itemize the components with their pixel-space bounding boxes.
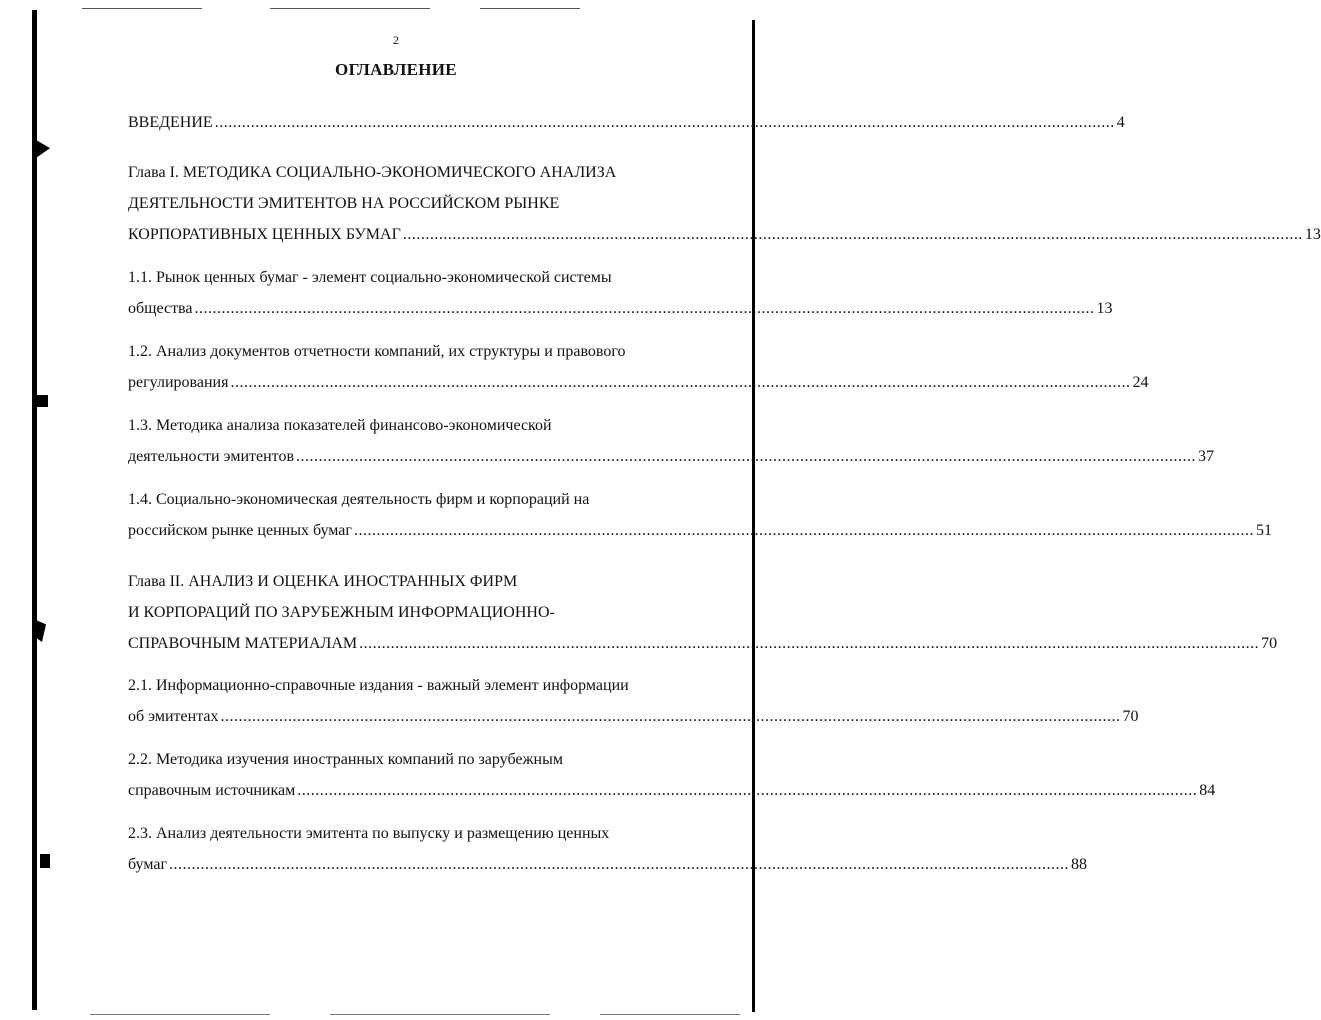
- toc-entry-title: бумаг: [128, 856, 167, 873]
- toc-page-number: 4: [1116, 114, 1125, 131]
- scan-mark: [40, 854, 50, 868]
- toc-entry-text-line: Глава I. МЕТОДИКА СОЦИАЛЬНО-ЭКОНОМИЧЕСКОГО АНАЛИЗА: [128, 164, 617, 181]
- dot-leader: ........................................................................................................................................................................................................: [297, 782, 1198, 799]
- toc-entry-text-line: 1.1. Рынок ценных бумаг - элемент социально-экономической системы: [128, 269, 612, 286]
- toc-entry-last-line: [128, 219, 1321, 250]
- toc-page-number: 24: [1132, 374, 1149, 391]
- toc-entry-text-line: 1.2. Анализ документов отчетности компаний, их структуры и правового: [128, 343, 626, 360]
- scan-edge-left: [32, 10, 37, 1010]
- toc-page-number: 37: [1198, 448, 1214, 465]
- toc-entry-last-line: [128, 849, 1087, 880]
- toc-entry[interactable]: [128, 336, 1149, 398]
- toc-entry[interactable]: [128, 107, 1125, 138]
- toc-entry-title: регулирования: [128, 374, 229, 391]
- scan-line: [480, 8, 580, 9]
- scan-mark: [36, 395, 48, 407]
- toc-page-number: 70: [1122, 708, 1139, 725]
- toc-entry-last-line: [128, 293, 1113, 324]
- dot-leader: ........................................................................................................................................................................................................: [296, 448, 1196, 465]
- toc-entry-text-line: 2.2. Методика изучения иностранных компаний по зарубежным: [128, 751, 563, 768]
- page-title: ОГЛАВЛЕНИЕ: [335, 60, 457, 79]
- scan-line: [82, 8, 202, 9]
- scan-line: [90, 1014, 270, 1015]
- dot-leader: ........................................................................................................................................................................................................: [220, 708, 1121, 725]
- page-number: 2: [393, 33, 399, 47]
- dot-leader: ........................................................................................................................................................................................................: [214, 114, 1115, 131]
- scan-line: [330, 1014, 550, 1015]
- dot-leader: ........................................................................................................................................................................................................: [353, 522, 1254, 539]
- toc-page-number: 70: [1261, 635, 1278, 652]
- toc-entry-title: российском рынке ценных бумаг: [128, 522, 352, 539]
- toc-entry[interactable]: [128, 818, 1087, 880]
- toc-entry-title: общества: [128, 300, 193, 317]
- toc-entry-title: СПРАВОЧНЫМ МАТЕРИАЛАМ: [128, 635, 358, 652]
- toc-entry-last-line: [128, 775, 1216, 806]
- scan-line: [270, 8, 430, 9]
- toc-entry-text-line: 2.3. Анализ деятельности эмитента по выпуску и размещению ценных: [128, 825, 610, 842]
- toc-entry-title: КОРПОРАТИВНЫХ ЦЕННЫХ БУМАГ: [128, 226, 401, 243]
- toc-entry[interactable]: [128, 670, 1139, 732]
- toc-page-number: 51: [1255, 522, 1272, 539]
- toc-entry-title: об эмитентах: [128, 708, 219, 725]
- toc-entry-last-line: [128, 515, 1272, 546]
- dot-leader: ........................................................................................................................................................................................................: [169, 856, 1069, 873]
- toc-page-number: 84: [1199, 782, 1216, 799]
- toc-entry-last-line: [128, 628, 1278, 659]
- toc-entry-text-line: 1.3. Методика анализа показателей финансово-экономической: [128, 417, 552, 434]
- dot-leader: ........................................................................................................................................................................................................: [402, 226, 1303, 243]
- toc-entry[interactable]: [128, 262, 1113, 324]
- toc-entry[interactable]: [128, 484, 1272, 546]
- toc-entry[interactable]: [128, 157, 1321, 250]
- toc-entry-text-line: 1.4. Социально-экономическая деятельность фирм и корпораций на: [128, 491, 590, 508]
- toc-entry-text-line: ДЕЯТЕЛЬНОСТИ ЭМИТЕНТОВ НА РОССИЙСКОМ РЫНКЕ: [128, 195, 560, 212]
- toc-entry-last-line: [128, 441, 1214, 472]
- toc-entry-title: ВВЕДЕНИЕ: [128, 114, 213, 131]
- toc-entry[interactable]: [128, 566, 1278, 659]
- toc-page-number: 88: [1071, 856, 1087, 873]
- toc-page-number: 13: [1096, 300, 1113, 317]
- toc-entry[interactable]: [128, 744, 1216, 806]
- toc-page-number: 13: [1304, 226, 1321, 243]
- toc-entry[interactable]: [128, 410, 1214, 472]
- dot-leader: ........................................................................................................................................................................................................: [194, 300, 1095, 317]
- toc-entry-last-line: [128, 107, 1125, 138]
- scan-mark: [36, 620, 46, 642]
- dot-leader: ........................................................................................................................................................................................................: [359, 635, 1260, 652]
- toc-entry-text-line: И КОРПОРАЦИЙ ПО ЗАРУБЕЖНЫМ ИНФОРМАЦИОННО-: [128, 604, 555, 621]
- toc-entry-text-line: Глава II. АНАЛИЗ И ОЦЕНКА ИНОСТРАННЫХ ФИРМ: [128, 573, 518, 590]
- toc-entry-last-line: [128, 701, 1139, 732]
- dot-leader: ........................................................................................................................................................................................................: [230, 374, 1131, 391]
- toc-entry-title: справочным источникам: [128, 782, 296, 799]
- toc-entry-last-line: [128, 367, 1149, 398]
- toc-entry-title: деятельности эмитентов: [128, 448, 294, 465]
- scan-mark: [36, 140, 50, 158]
- scan-line: [600, 1014, 740, 1015]
- toc-entry-text-line: 2.1. Информационно-справочные издания - важный элемент информации: [128, 677, 629, 694]
